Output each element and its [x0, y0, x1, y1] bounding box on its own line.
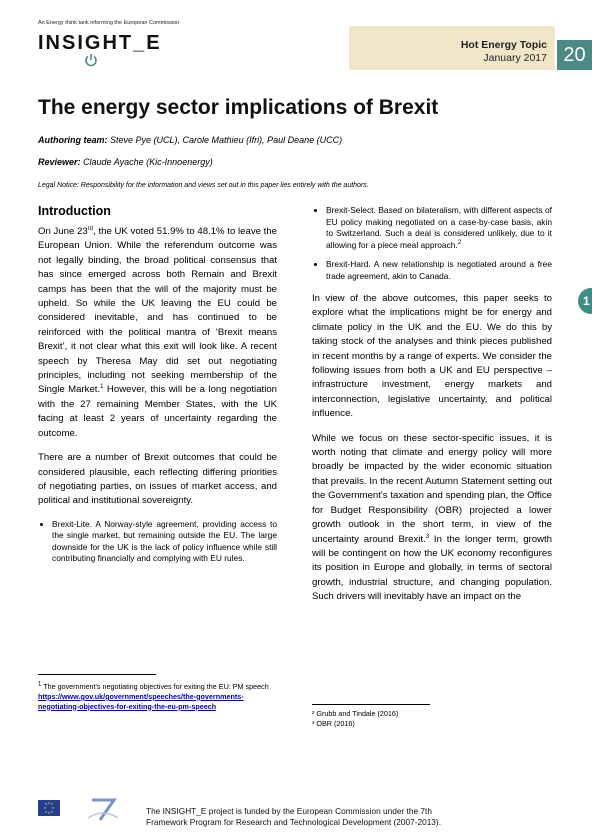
footnote-3: ³ OBR (2016) — [312, 718, 355, 728]
hot-topic-label: Hot Energy Topic — [460, 39, 547, 51]
list-item-brexit-hard: • Brexit-Hard. A new relationship is negotiated around a free trade agreement, akin to Canada. — [326, 259, 552, 282]
outcome-list-right — [312, 205, 552, 282]
issue-date: January 2017 — [483, 52, 547, 64]
insight-e-logo: INSIGHT_E — [38, 32, 162, 54]
outcome-list-left — [38, 519, 277, 565]
footer-funding-text: The INSIGHT_E project is funded by the European Commission under the 7th Framework Program for Research and Technological Development (2007-2013). — [146, 806, 441, 827]
reviewer-name: Claude Ayache (Kic-Innoenergy) — [83, 157, 213, 167]
legal-notice: Legal Notice: Responsibility for the information and views set out in this paper lies entirely with the authors. — [38, 182, 369, 189]
footnote-divider-right — [312, 704, 430, 705]
issue-number: 20 — [557, 40, 592, 70]
tagline: An Energy think tank informing the European Commission — [38, 20, 180, 26]
introduction-heading: Introduction — [38, 204, 111, 218]
intro-paragraph-2: There are a number of Brexit outcomes that could be considered plausible, each reflecting differing priorities of negotiating parties, on issues of market access, and political and institutional sovereignty. — [38, 452, 277, 507]
footnote-1: $^1$ The government's negotiating objectives for exiting the EU: PM speech https://www.gov.uk/government/speeches/the-governments-negotiating-objectives-for-exiting-the-eu-pm-speech — [38, 681, 269, 711]
footnote-2: ² Grubb and Tindale (2016) — [312, 709, 399, 718]
intro-paragraph-1: On June 23rd, the UK voted 51.9% to 48.1% to leave the European Union. While the referendum outcome was not legally binding, the broad political consensus that has since emerged across both Remain and Brexit camps has been that the will of the majority must be upheld. So while the UK leaving the EU could be considered inevitable, and has continued to be reinforced with the political mantra of ‘Brexit means Brexit’, it not clear what this exit will look like. A recent speech by Theresa May did set out negotiating principles, including not seeking membership of the Single Market.$^1$ However, this will be a long negotiation with the 27 remaining Member States, with the UK facing at least 2 years of uncertainty regarding the outcome. — [38, 225, 278, 439]
list-item-brexit-select: • Brexit-Select. Based on bilateralism, with different aspects of EU policy making negotiated on a case-by-case basis, akin to Switzerland. Such a deal is considered unlikely, due to it allowing for a piece meal approach.$^2$ — [326, 205, 552, 251]
right-column — [312, 203, 552, 615]
eu-flag-icon — [38, 800, 60, 816]
paragraph-3: In view of the above outcomes, this paper seeks to explore what the implications might be for energy and climate policy in the UK and the EU. We do this by taking stock of the analyses and think pieces published in recent months by a range of experts. We consider the following issues from both a UK and EU perspective – infrastructure investment, energy markets and interconnection, legislative uncertainty, and political influence. — [312, 293, 552, 420]
page-title: The energy sector implications of Brexit — [38, 96, 439, 119]
side-page-marker: 1 — [578, 288, 592, 314]
authoring-team — [38, 135, 342, 145]
footnotes-right — [312, 709, 398, 729]
left-column — [38, 203, 277, 575]
reviewer-label: Reviewer: — [38, 157, 81, 167]
hot-topic-box — [349, 26, 555, 70]
reviewer — [38, 157, 213, 167]
authoring-label: Authoring team: — [38, 135, 108, 145]
fp7-logo-icon — [86, 798, 120, 822]
authors: Steve Pye (UCL), Carole Mathieu (Ifri), Paul Deane (UCC) — [110, 135, 343, 145]
pm-speech-link[interactable]: https://www.gov.uk/government/speeches/the-governments-negotiating-objectives-for-exiting-the-eu-pm-speech — [38, 691, 244, 711]
paragraph-4: While we focus on these sector-specific issues, it is worth noting that climate and energy policy will more broadly be impacted by the wider economic situation that prevails. In the recent Autumn Statement setting out the Government's taxation and spending plan, the Office for Budget Responsibility (OBR) projected a lower growth outlook in the short term, in view of the uncertainty around Brexit.$^3$ In the longer term, growth will be contingent on how the UK economy reconfigures its position in Europe and globally, in terms of sectoral growth, industrial structure, and changing population. Such drivers will inevitably have an impact on the — [312, 432, 553, 603]
list-item-brexit-lite: • Brexit-Lite. A Norway-style agreement, providing access to the single market, but remaining outside the EU. The large downside for the UK is the lack of policy influence while still contributing financially and complying with EU rules. — [52, 519, 277, 565]
footnote-divider-left — [38, 674, 156, 675]
power-icon — [84, 53, 98, 67]
